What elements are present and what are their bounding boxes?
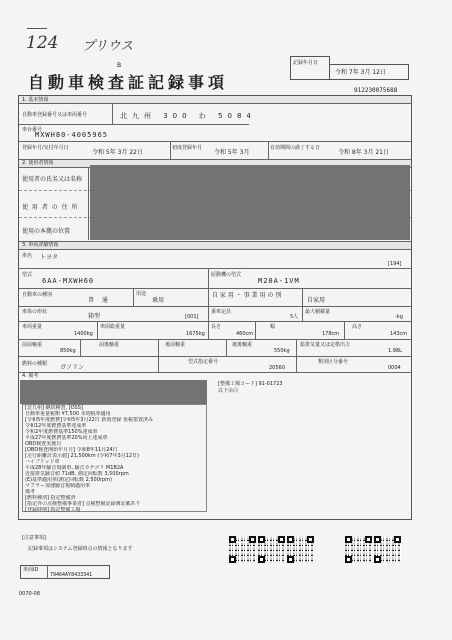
section-notes-title: 4. 備考	[22, 373, 39, 379]
notes-line: 自動車重量税額 ¥7,500 本則税率適用	[25, 411, 111, 417]
rr-label: 後後軸重	[232, 342, 253, 348]
notes-line: [北九州] 継続検査, [OSS]	[25, 405, 83, 411]
notes-line: ハイブリッド車	[25, 459, 60, 465]
qr-code-1	[229, 536, 256, 563]
notice-text: 記録事項はシステム登録時点の情報となります	[28, 546, 133, 552]
notes-line: 平成28年騒音規制車, 騒音カテゴリ M1B2A	[25, 465, 124, 471]
qr-code-5	[374, 536, 401, 563]
redacted-notes-top	[20, 380, 207, 404]
class-value: 0004	[388, 365, 401, 371]
length-label: 長さ	[211, 324, 222, 330]
qr-code-3	[287, 536, 314, 563]
engine-value: M20A-1VM	[258, 277, 300, 285]
notes-line: [OBD検査開始年月日] 令和8年11月24日	[25, 447, 118, 453]
shape-label: 車体の形状	[22, 309, 48, 315]
weight-label: 車両重量	[22, 324, 43, 330]
reg-label: 自動車登録番号又は車両番号	[22, 112, 88, 118]
notes-line: マフラー加速騒音規制適用車	[25, 483, 91, 489]
displacement-value: 1.98L	[388, 348, 402, 354]
fr-label: 前後軸重	[99, 342, 120, 348]
redacted-user-info	[90, 165, 410, 240]
max-load-value: -kg	[395, 314, 403, 320]
shape-code: [001]	[185, 314, 199, 320]
reg-value: 北九州 300 わ 5084	[120, 112, 256, 120]
maker-code: [194]	[388, 261, 402, 267]
form-code: 0070-08	[19, 591, 40, 597]
length-value: 460cm	[236, 331, 254, 337]
expiry-label: 有効期間の満了する日	[270, 145, 321, 151]
doc-number: 912230075688	[354, 87, 398, 94]
user-name-label: 使用者の氏名又は名称	[22, 176, 83, 183]
notes-line: [令和5年度燃費]令和5年3月22日 新規登録 免税措置済み	[25, 417, 153, 423]
capacity-value: 5人	[290, 314, 299, 320]
expiry-value: 令和 8年 3月 21日	[338, 149, 389, 156]
displacement-label: 総排気量又は定格出力	[300, 342, 351, 348]
height-value: 143cm	[390, 331, 408, 337]
shape-value: 箱型	[88, 313, 101, 320]
business-value: 自家用	[307, 297, 326, 304]
model-no-label: 型式指定番号	[188, 359, 219, 365]
notes-list	[25, 405, 207, 513]
first-reg-month-value: 令和 5年 3月	[214, 149, 250, 156]
kind-value: 普 通	[88, 297, 111, 304]
first-reg-month-label: 初度登録年月	[172, 145, 203, 151]
page-title: 自動車検査証記録事項	[28, 73, 229, 92]
notes-line: OBD検査実施日	[25, 441, 62, 447]
model-value: 6AA-MXWH60	[42, 277, 95, 285]
qr-code-2	[258, 536, 285, 563]
weight-value: 1400kg	[74, 331, 93, 337]
max-load-label: 最大積載量	[305, 309, 331, 315]
maker-label: 車名	[22, 253, 33, 259]
handwritten-car-name: プリウス	[82, 39, 134, 54]
gross-label: 車両総重量	[100, 324, 126, 330]
notes-line: 備考	[25, 489, 36, 495]
business-label: 自 家 用 ・ 事 業 用 の 別	[212, 292, 282, 299]
kind-label: 自動車の種別	[22, 292, 53, 298]
section-basic-header-bg	[19, 96, 411, 103]
header-letter: B	[117, 62, 122, 69]
engine-label: 原動機の型式	[211, 272, 242, 278]
chassis-label: 車台番号	[22, 127, 43, 133]
height-label: 高さ	[352, 324, 363, 330]
notes-line: 平成27年度燃費基準20%向上達成車	[25, 435, 108, 441]
handwritten-number: 124	[26, 33, 59, 53]
maker-value: トヨタ	[40, 254, 59, 261]
rr-value: 550kg	[274, 348, 290, 354]
first-reg-label: 登録年月/交付年月日	[22, 145, 69, 151]
notes-line: [燃料種別] 指定整備済	[25, 495, 76, 501]
notes-line: [指定外の点検整備事業者] 点検整備記録簿記載あり	[25, 501, 141, 507]
fuel-label: 燃料の種類	[22, 361, 48, 367]
vehicle-id-label: 車両ID	[23, 567, 39, 573]
record-date-label: 記録年月日	[290, 56, 330, 80]
use-value: 乗用	[152, 297, 165, 304]
vehicle-id-value: 79464AY8433341	[50, 572, 93, 578]
gross-value: 1675kg	[186, 331, 205, 337]
use-label: 用途	[136, 291, 147, 297]
fuel-value: ガソリン	[60, 364, 85, 371]
notes-line: [登録時期] 指定整備工場	[25, 507, 81, 513]
qr-code-4	[345, 536, 372, 563]
width-label: 幅	[270, 324, 276, 330]
model-no-value: 20560	[269, 365, 285, 371]
chassis-value: MXWH80-4005965	[35, 131, 109, 139]
section-vehicle-title: 3. 車両詳細情報	[22, 242, 59, 248]
record-date: 令和 7年 3月 12日	[329, 64, 409, 80]
notes-line: 令和2年度燃費基準150%達成車	[25, 429, 98, 435]
section-user-title: 2. 使用者情報	[22, 160, 54, 166]
facility-sub: 以下余白	[218, 388, 239, 394]
section-basic-title: 1. 基本情報	[22, 97, 49, 103]
ff-value: 850kg	[60, 348, 76, 354]
user-base-label: 使用の本拠の位置	[22, 228, 71, 235]
section-vehicle-header-bg	[19, 242, 411, 249]
rf-label: 後前軸重	[165, 342, 186, 348]
capacity-label: 乗車定員	[211, 309, 232, 315]
first-reg-value: 令和 5年 3月 22日	[92, 149, 143, 156]
notes-line: [走行距離計表示値] 21,500km (令和7年3月12日)	[25, 453, 139, 459]
handwritten-underline	[27, 28, 47, 29]
model-label: 型式	[22, 272, 33, 278]
width-value: 178cm	[322, 331, 340, 337]
ff-label: 前前軸重	[22, 342, 43, 348]
notes-line: (E)基準適用車(測定回転数 2,500rpm)	[25, 477, 112, 483]
notes-line: 令和12年度燃費基準達成率	[25, 423, 87, 429]
class-label: 類別区分番号	[318, 359, 349, 365]
notice-title: [注意事項]	[22, 535, 46, 541]
notes-line: 近接排気騒音値 71dB, 測定回転数 3,500rpm	[25, 471, 129, 477]
facility-label: [整備工場コード] 91-01723	[218, 381, 283, 387]
user-address-label: 使 用 者 の 住 所	[22, 204, 79, 211]
